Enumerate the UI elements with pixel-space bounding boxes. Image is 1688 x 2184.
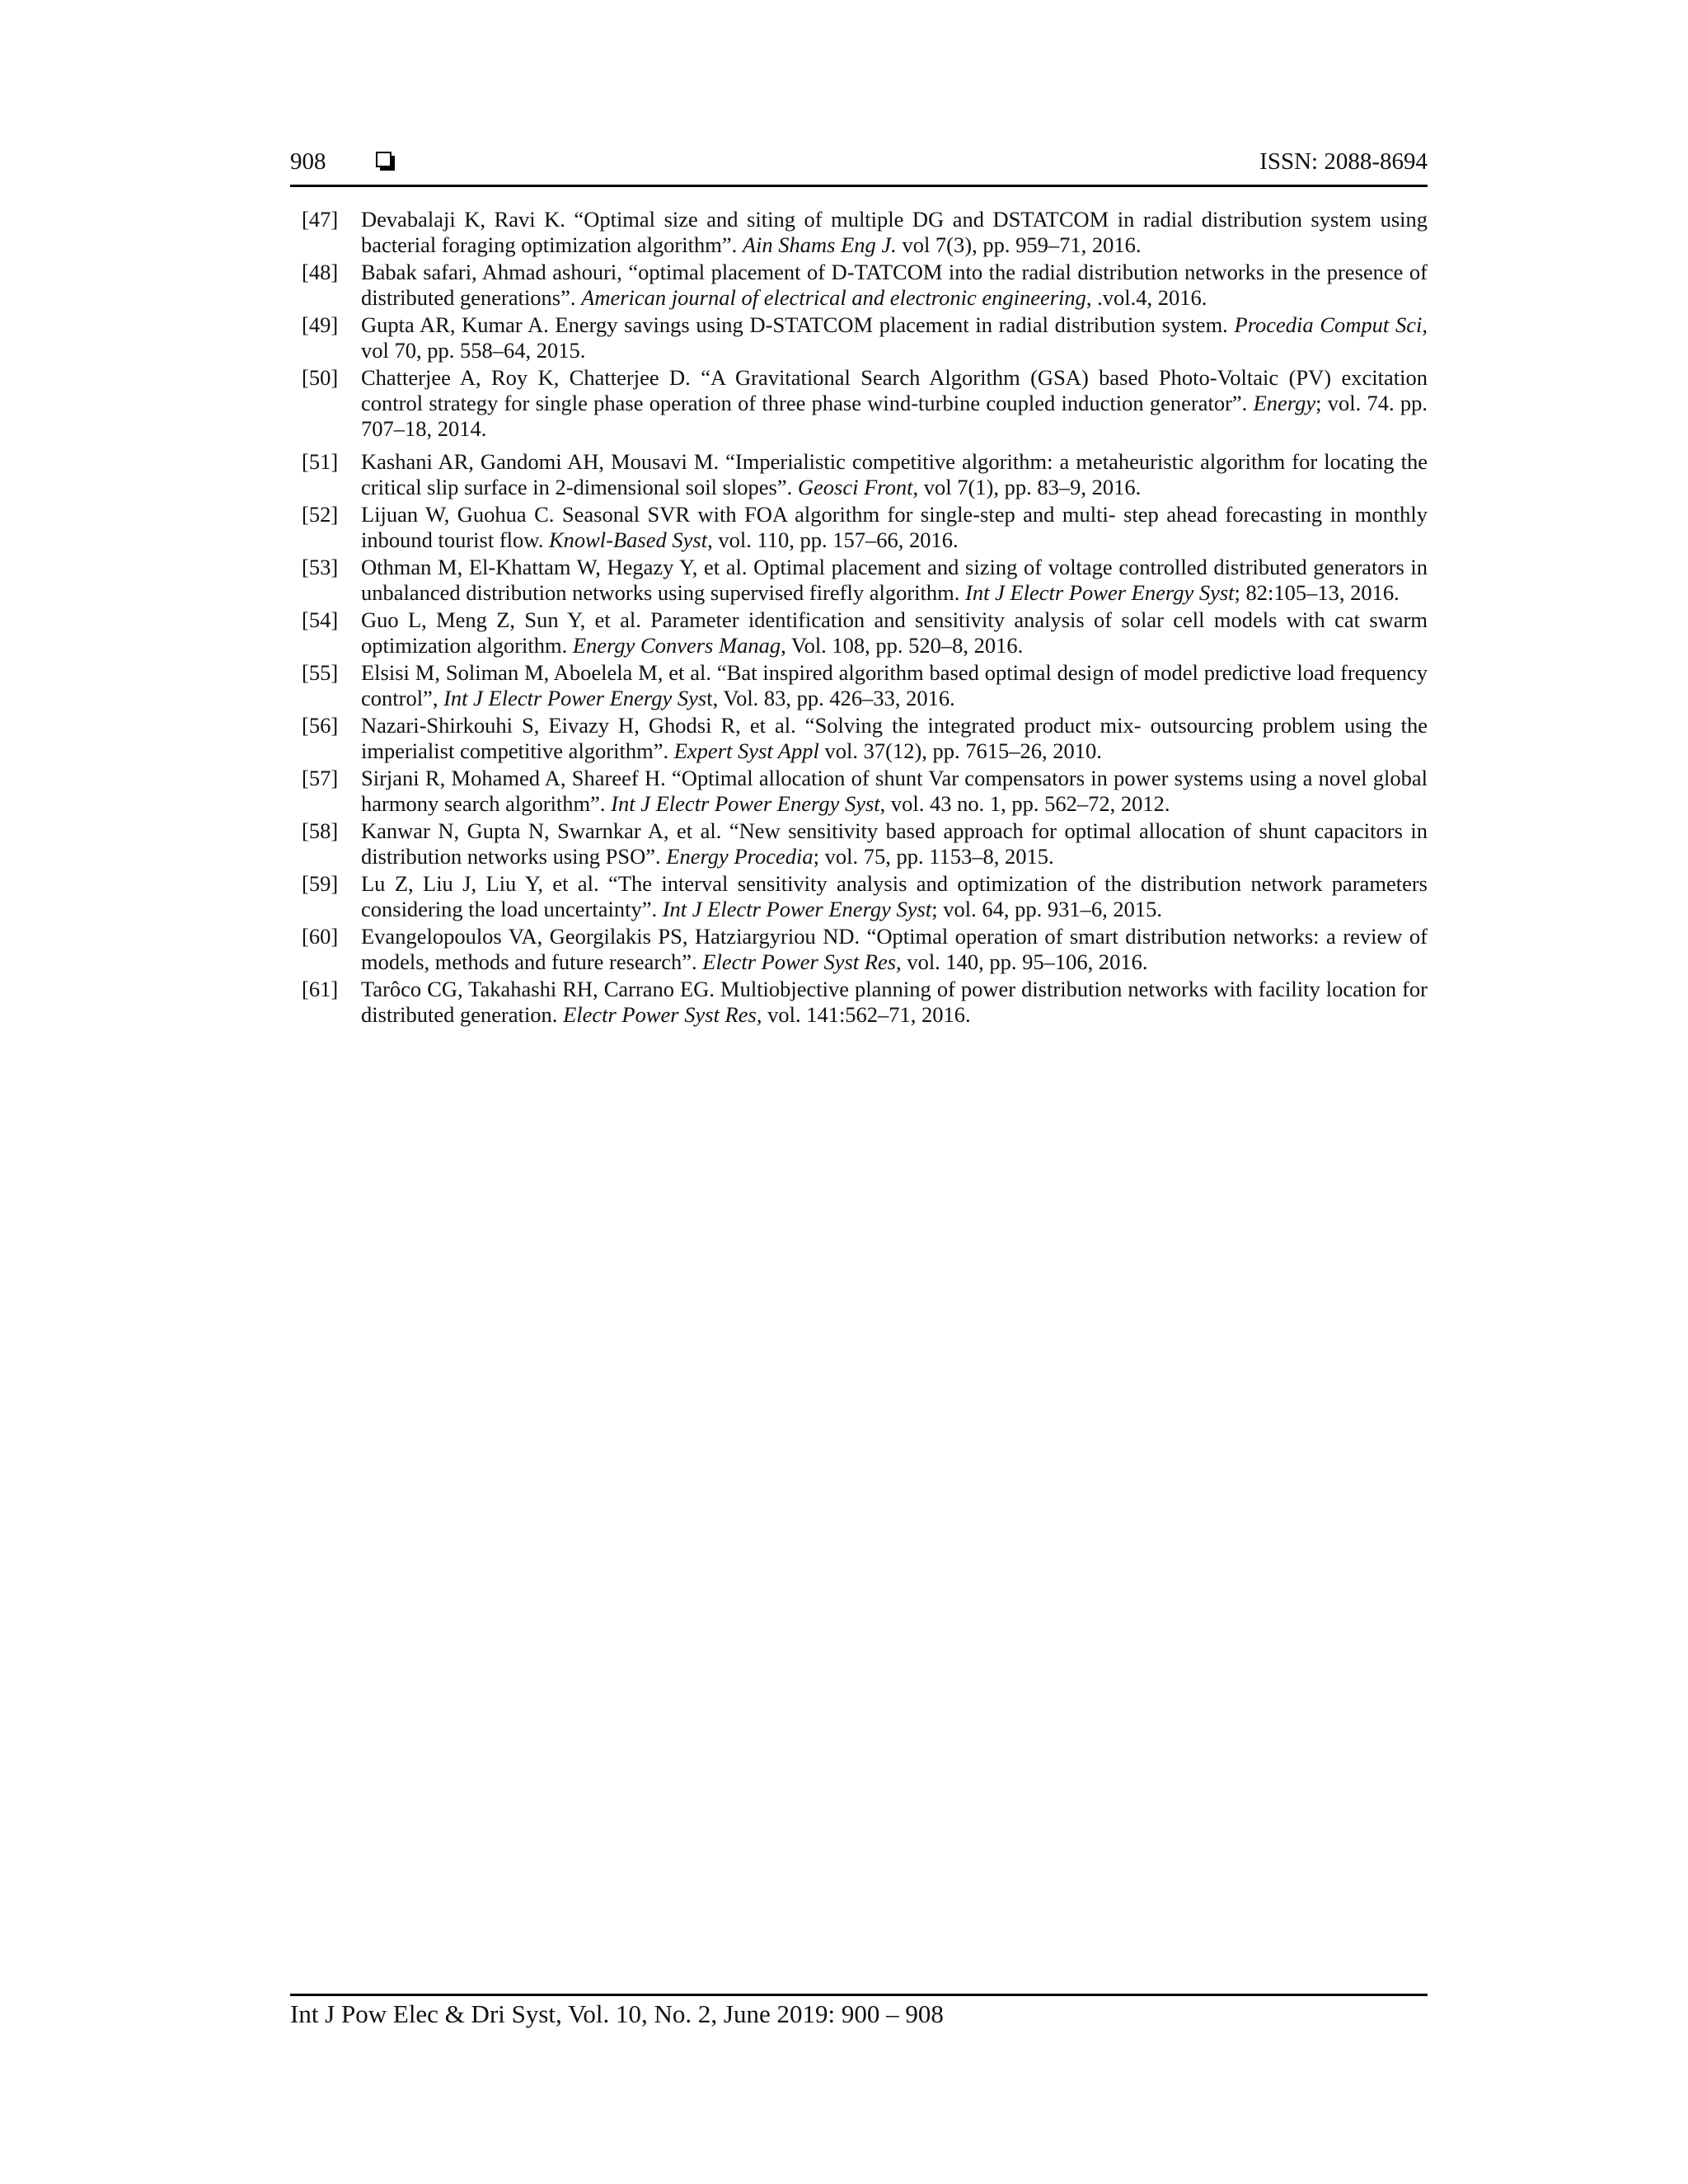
reference-details: vol. 140, pp. 95–106, 2016.	[901, 949, 1148, 974]
reference-details: vol. 37(12), pp. 7615–26, 2010.	[818, 738, 1102, 763]
reference-item	[302, 312, 1428, 363]
reference-text	[361, 260, 1428, 311]
page-header	[290, 145, 1428, 187]
reference-journal: American journal of electrical and electronic engineering	[581, 285, 1086, 310]
reference-text	[361, 312, 1428, 363]
reference-journal: Int J Electr Power Energy Syst	[965, 580, 1235, 605]
reference-number: [53]	[302, 555, 339, 579]
reference-journal: Ain Shams Eng J.	[742, 232, 897, 257]
reference-details: , vol 7(1), pp. 83–9, 2016.	[912, 475, 1142, 499]
reference-details: , vol. 43 no. 1, pp. 562–72, 2012.	[879, 791, 1170, 816]
reference-details: ; vol. 64, pp. 931–6, 2015.	[931, 897, 1162, 921]
reference-number: [51]	[302, 449, 339, 474]
reference-journal: Int J Electr Power Energy Syst	[662, 897, 932, 921]
reference-authors-title: Babak safari, Ahmad ashouri, “optimal placement of D-TATCOM into the radial distribution networks in the presence of distributed generations”.	[361, 260, 1428, 310]
reference-item	[302, 449, 1428, 500]
reference-number: [50]	[302, 365, 339, 390]
reference-item	[302, 871, 1428, 922]
reference-journal: Int J Electr Power Energy Sys	[443, 686, 707, 710]
journal-citation: Int J Pow Elec & Dri Syst, Vol. 10, No. 2, June 2019: 900 – 908	[290, 1999, 944, 2028]
reference-list	[302, 207, 1428, 1029]
reference-journal: Procedia Comput Sci,	[1234, 312, 1428, 337]
reference-number: [55]	[302, 660, 339, 685]
reference-authors-title: Lijuan W, Guohua C. Seasonal SVR with FOA algorithm for single-step and multi- step ahead forecasting in monthly inbound tourist flow.	[361, 502, 1428, 552]
reference-number: [48]	[302, 260, 339, 284]
reference-text	[361, 607, 1428, 658]
reference-authors-title: Kanwar N, Gupta N, Swarnkar A, et al. “New sensitivity based approach for optimal allocation of shunt capacitors in distribution networks using PSO”.	[361, 818, 1428, 869]
issn: ISSN: 2088-8694	[1259, 148, 1428, 175]
reference-details: , vol. 110, pp. 157–66, 2016.	[707, 527, 959, 552]
reference-item	[302, 607, 1428, 658]
reference-text	[361, 713, 1428, 764]
reference-details: , .vol.4, 2016.	[1085, 285, 1207, 310]
reference-item	[302, 260, 1428, 311]
reference-text	[361, 977, 1428, 1028]
reference-item	[302, 766, 1428, 817]
reference-authors-title: Guo L, Meng Z, Sun Y, et al. Parameter identification and sensitivity analysis of solar cell models with cat swarm optimization algorithm.	[361, 607, 1428, 658]
reference-text	[361, 766, 1428, 817]
reference-number: [49]	[302, 312, 339, 337]
reference-item	[302, 977, 1428, 1028]
reference-journal: Int J Electr Power Energy Syst	[611, 791, 880, 816]
reference-details: vol 70, pp. 558–64, 2015.	[361, 338, 586, 363]
reference-item	[302, 660, 1428, 711]
reference-number: [56]	[302, 713, 339, 738]
reference-journal: Energy	[1253, 391, 1316, 415]
reference-number: [61]	[302, 977, 339, 1001]
reference-journal: Energy Convers Manag	[572, 633, 781, 658]
reference-text	[361, 449, 1428, 500]
reference-authors-title: Chatterjee A, Roy K, Chatterjee D. “A Gravitational Search Algorithm (GSA) based Photo-Voltaic (PV) excitation control strategy for single phase operation of three phase wind-turbine coupled induction generator”.	[361, 365, 1428, 415]
reference-number: [54]	[302, 607, 339, 632]
reference-number: [59]	[302, 871, 339, 896]
reference-journal: Knowl-Based Syst	[548, 527, 708, 552]
reference-details: t, Vol. 83, pp. 426–33, 2016.	[706, 686, 955, 710]
reference-text	[361, 207, 1428, 258]
reference-journal: Energy Procedia	[666, 844, 814, 869]
reference-authors-title: Gupta AR, Kumar A. Energy savings using D-STATCOM placement in radial distribution system.	[361, 312, 1235, 337]
page-number: 908	[290, 148, 326, 175]
reference-journal: Geosci Front	[797, 475, 913, 499]
reference-number: [60]	[302, 924, 339, 949]
reference-text	[361, 924, 1428, 975]
reference-authors-title: Evangelopoulos VA, Georgilakis PS, Hatziargyriou ND. “Optimal operation of smart distribution networks: a review of models, methods and future research”.	[361, 924, 1428, 974]
reference-text	[361, 365, 1428, 442]
reference-text	[361, 871, 1428, 922]
reference-authors-title: Kashani AR, Gandomi AH, Mousavi M. “Imperialistic competitive algorithm: a metaheuristic algorithm for locating the critical slip surface in 2-dimensional soil slopes”.	[361, 449, 1428, 499]
reference-authors-title: Nazari-Shirkouhi S, Eivazy H, Ghodsi R, et al. “Solving the integrated product mix- outsourcing problem using the imperialist competitive algorithm”.	[361, 713, 1428, 763]
reference-details: ; vol. 75, pp. 1153–8, 2015.	[813, 844, 1054, 869]
reference-authors-title: Lu Z, Liu J, Liu Y, et al. “The interval sensitivity analysis and optimization of the distribution network parameters considering the load uncertainty”.	[361, 871, 1428, 921]
reference-authors-title: Devabalaji K, Ravi K. “Optimal size and siting of multiple DG and DSTATCOM in radial distribution system using bacterial foraging optimization algorithm”.	[361, 207, 1428, 257]
reference-item	[302, 207, 1428, 258]
reference-details: , Vol. 108, pp. 520–8, 2016.	[781, 633, 1024, 658]
reference-item	[302, 502, 1428, 553]
reference-number: [52]	[302, 502, 339, 527]
reference-authors-title: Othman M, El-Khattam W, Hegazy Y, et al. Optimal placement and sizing of voltage controlled distributed generators in unbalanced distribution networks using supervised firefly algorithm.	[361, 555, 1428, 605]
reference-number: [47]	[302, 207, 339, 232]
reference-details: vol 7(3), pp. 959–71, 2016.	[896, 232, 1142, 257]
reference-item	[302, 555, 1428, 606]
reference-item	[302, 924, 1428, 975]
reference-journal: Electr Power Syst Res,	[563, 1002, 762, 1027]
reference-text	[361, 502, 1428, 553]
reference-number: [58]	[302, 818, 339, 843]
reference-authors-title: Sirjani R, Mohamed A, Shareef H. “Optimal allocation of shunt Var compensators in power systems using a novel global harmony search algorithm”.	[361, 766, 1428, 816]
reference-details: ; vol. 74. pp. 707–18, 2014.	[361, 391, 1428, 441]
reference-number: [57]	[302, 766, 339, 790]
reference-authors-title: Tarôco CG, Takahashi RH, Carrano EG. Multiobjective planning of power distribution networks with facility location for distributed generation.	[361, 977, 1428, 1027]
reference-text	[361, 660, 1428, 711]
shadow-box-icon	[376, 152, 396, 171]
reference-text	[361, 818, 1428, 869]
reference-details: vol. 141:562–71, 2016.	[762, 1002, 971, 1027]
reference-item	[302, 818, 1428, 869]
reference-authors-title: Elsisi M, Soliman M, Aboelela M, et al. “Bat inspired algorithm based optimal design of model predictive load frequency control”,	[361, 660, 1428, 710]
reference-journal: Expert Syst Appl	[673, 738, 819, 763]
page-footer	[290, 1994, 1428, 2029]
reference-journal: Electr Power Syst Res,	[702, 949, 902, 974]
reference-item	[302, 713, 1428, 764]
reference-item	[302, 365, 1428, 442]
reference-details: ; 82:105–13, 2016.	[1234, 580, 1400, 605]
reference-text	[361, 555, 1428, 606]
